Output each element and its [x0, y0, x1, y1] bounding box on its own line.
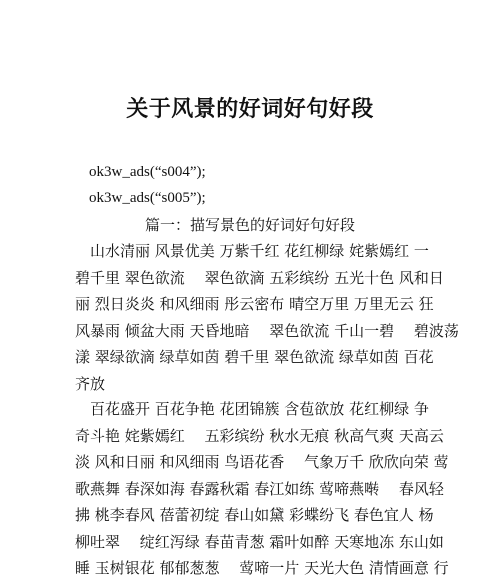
paragraph-line: 漾 翠绿欲滴 绿草如茵 碧千里 翠色欲流 绿草如茵 百花: [75, 348, 434, 366]
paragraph-line: 碧千里 翠色欲流 翠色欲滴 五彩缤纷 五光十色 风和日: [75, 268, 444, 287]
document-title: 关于风景的好词好句好段: [126, 96, 374, 122]
paragraph-line: 柳吐翠 绽红泻绿 春苗青葱 霜叶如醉 天寒地冻 东山如: [75, 532, 444, 551]
code-line-1: ok3w_ads(“s004”);: [89, 164, 206, 180]
paragraph-line: 歌燕舞 春深如海 春露秋霜 春江如练 莺啼燕啭 春风轻: [75, 479, 444, 498]
paragraph-line: 奇斗艳 姹紫嫣红 五彩缤纷 秋水无痕 秋高气爽 天高云: [75, 426, 444, 445]
paragraph-line: 山水清丽 风景优美 万紫千红 花红柳绿 姹紫嫣红 一: [75, 242, 429, 260]
paragraph-1: [75, 238, 459, 397]
paragraph-line: 丽 烈日炎炎 和风细雨 彤云密布 晴空万里 万里无云 狂: [75, 295, 434, 313]
paragraph-line: 睡 玉树银花 郁郁葱葱 莺啼一片 天光大色 清情画意 行: [75, 559, 449, 577]
paragraph-2: [75, 396, 449, 582]
paragraph-line: 风暴雨 倾盆大雨 天昏地暗 翠色欲流 千山一碧 碧波荡: [75, 321, 459, 340]
paragraph-line: 齐放: [75, 374, 106, 393]
section-heading: 篇一：描写景色的好词好句好段: [144, 216, 355, 234]
code-line-2: ok3w_ads(“s005”);: [89, 190, 206, 206]
paragraph-line: 拂 桃李春风 蓓蕾初绽 春山如黛 彩蝶纷飞 春色宜人 杨: [75, 506, 434, 524]
paragraph-line: 百花盛开 百花争艳 花团锦簇 含苞欲放 花红柳绿 争: [75, 400, 429, 418]
paragraph-line: 淡 风和日丽 和风细雨 鸟语花香 气象万千 欣欣向荣 莺: [75, 453, 449, 471]
